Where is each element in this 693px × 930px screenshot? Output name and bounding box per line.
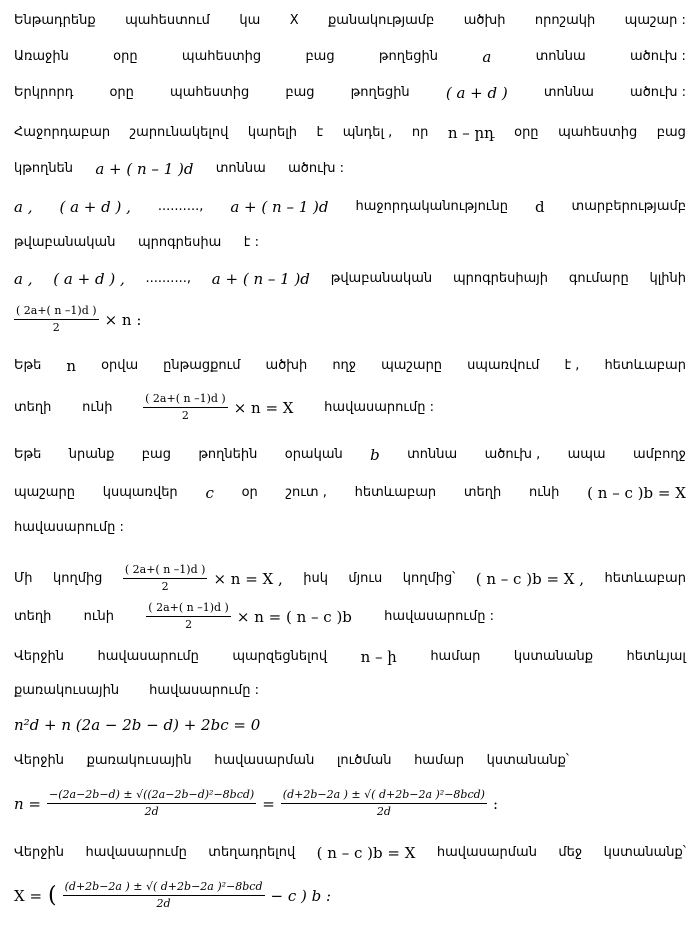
formula-tail: − c ) b : — [270, 886, 332, 905]
word: տեղադրելով — [208, 845, 296, 860]
word: թողեցին — [378, 49, 438, 64]
math-term: a + ( n – 1 )d — [230, 198, 329, 216]
fraction — [47, 788, 256, 819]
word: թվաբանական — [330, 271, 433, 286]
math-term: ( a + d ) , — [59, 198, 131, 216]
fraction-numerator: −(2a−2b−d) ± √((2a−2b−d)²−8bcd) — [47, 788, 256, 804]
word: ածուխ : — [288, 161, 344, 176]
word: մյուս — [348, 570, 383, 586]
formula-lhs: X = — [14, 886, 43, 905]
text-line — [14, 752, 569, 770]
word: Հաջորդաբար — [14, 125, 111, 140]
formula-line — [14, 563, 686, 594]
word: որ — [411, 125, 429, 140]
word: հետևաբար — [604, 570, 686, 586]
text-line: հավասարումը : — [14, 520, 124, 535]
math-term: a — [482, 48, 492, 66]
word: հավասարումը — [97, 649, 199, 664]
word: կթողնեն — [14, 161, 74, 176]
word: ունի — [529, 485, 560, 500]
word: օրական — [284, 447, 343, 462]
word: Վերջին — [14, 649, 65, 664]
fraction — [143, 392, 228, 423]
word: ածխի — [463, 13, 506, 28]
word: տոննա — [543, 85, 594, 100]
text-line — [14, 270, 686, 288]
word: Եթե — [14, 358, 42, 373]
word: իսկ — [303, 570, 328, 586]
formula-lhs: n = — [14, 794, 41, 813]
word: բաց — [141, 447, 171, 462]
word: հավասարումը : — [384, 608, 494, 624]
word: ունի — [82, 399, 113, 415]
text-line — [14, 357, 686, 375]
word: ածուխ : — [630, 85, 686, 100]
word: քառակուսային — [86, 753, 192, 768]
word: շարունակելով — [129, 125, 229, 140]
word: համար — [430, 649, 481, 664]
word: քառակուսային — [14, 683, 120, 698]
word: կսպառվեր — [102, 485, 178, 500]
word: տարբերությամբ — [571, 199, 686, 214]
word: հետևաբար — [354, 485, 437, 500]
fraction — [146, 601, 231, 632]
word: հավասարումը — [85, 845, 187, 860]
formula-equals: = — [262, 794, 275, 813]
math-term: d — [534, 198, 545, 216]
fraction-denominator: 2d — [376, 805, 391, 818]
word: օրը — [514, 125, 539, 140]
fraction — [14, 304, 99, 335]
word: է , — [564, 358, 580, 373]
word: ամբողջ — [633, 447, 686, 462]
word: սպառվում — [467, 358, 540, 373]
word: մեջ — [558, 845, 583, 860]
math-term: a , — [14, 270, 33, 288]
text-line — [14, 648, 686, 666]
fraction-numerator: (d+2b−2a ) ± √( d+2b−2a )²−8bcd — [63, 880, 265, 896]
text-line — [14, 12, 686, 30]
fraction-denominator: 2 — [185, 618, 193, 631]
word: պաշարը — [381, 358, 443, 373]
word: օր — [241, 485, 258, 500]
formula-equation: × n = X , — [213, 569, 283, 588]
word: հետևաբար — [604, 358, 686, 373]
word: կստանանք՝ — [603, 845, 686, 860]
text-line — [14, 124, 686, 142]
word: .........., — [157, 199, 204, 214]
word: ածուխ , — [484, 447, 541, 462]
word: պահեստից — [170, 85, 250, 100]
word: պրոգրեսիա — [137, 235, 222, 250]
fraction — [281, 788, 487, 819]
text-line — [14, 160, 344, 178]
word: տոննա — [407, 447, 458, 462]
word: կստանանք՝ — [486, 753, 569, 768]
word: Առաջին — [14, 49, 69, 64]
word: հավասարման — [436, 845, 537, 860]
math-term: ( a + d ) , — [53, 270, 125, 288]
word: օրը — [113, 49, 138, 64]
math-term: n – րդ — [447, 124, 495, 142]
word: է : — [243, 235, 259, 250]
formula-paren: ( — [48, 882, 57, 908]
word: բաց — [285, 85, 315, 100]
formula-line — [14, 302, 686, 335]
word: թողնեին — [198, 447, 258, 462]
word: պահեստից — [181, 49, 262, 64]
word: որոշակի — [534, 13, 596, 28]
word: հավասարումը : — [324, 399, 434, 415]
math-term: c — [205, 484, 214, 502]
math-term: n – ի — [360, 648, 397, 666]
formula-line — [14, 601, 494, 632]
word: տեղի — [463, 485, 502, 500]
formula-line — [14, 880, 686, 911]
word: հաջորդականությունը — [355, 199, 508, 214]
word: բաց — [656, 125, 686, 140]
formula-inline: ( n – c )b = X , — [475, 569, 584, 588]
text-line — [14, 682, 259, 700]
math-term: ( n – c )b = X — [587, 484, 686, 502]
text-line — [14, 446, 686, 464]
word: տեղի — [14, 399, 52, 415]
word: Երկրորդ — [14, 85, 74, 100]
word: պահեստում — [125, 13, 210, 28]
word: Մի — [14, 570, 33, 586]
formula-tail: × n : — [104, 310, 142, 329]
word: նրանք — [68, 447, 115, 462]
word: տոննա — [535, 49, 586, 64]
word: կողմից՝ — [402, 570, 456, 586]
word: ապա — [567, 447, 606, 462]
word: պաշարը — [14, 485, 75, 500]
formula-line — [14, 392, 434, 423]
word: կստանանք — [513, 649, 594, 664]
word: Վերջին — [14, 845, 65, 860]
fraction-numerator: (d+2b−2a ) ± √( d+2b−2a )²−8bcd) — [281, 788, 487, 804]
word: թողեցին — [350, 85, 410, 100]
formula-equation: × n = ( n – c )b — [236, 607, 352, 626]
word: պարզեցնելով — [232, 649, 328, 664]
word: է — [316, 125, 324, 140]
word: Ենթադրենք — [14, 13, 96, 28]
word: հավասարումը : — [149, 683, 259, 698]
fraction-numerator: ( 2a+( n –1)d ) — [14, 304, 99, 320]
fraction-denominator: 2 — [161, 580, 169, 593]
word: .........., — [145, 271, 191, 286]
math-term: a + ( n – 1 )d — [211, 270, 310, 288]
word: X — [289, 13, 299, 28]
word: Եթե — [14, 447, 42, 462]
word: ունի — [83, 608, 115, 624]
word: կլինի — [649, 271, 686, 286]
text-line — [14, 198, 686, 216]
text-line — [14, 84, 686, 102]
word: համար — [414, 753, 465, 768]
text-line — [14, 48, 686, 66]
text-line — [14, 844, 686, 862]
fraction — [123, 563, 208, 594]
math-term: a + ( n – 1 )d — [95, 160, 194, 178]
word: ընթացքում — [163, 358, 241, 373]
word: պնդել , — [342, 125, 393, 140]
quadratic-equation: n²d + n (2a − 2b − d) + 2bc = 0 — [14, 716, 261, 734]
formula-line — [14, 788, 686, 819]
formula-tail: : — [492, 794, 499, 813]
word: տոննա — [215, 161, 266, 176]
math-term: ( a + d ) — [445, 84, 508, 102]
word: կա — [239, 13, 261, 28]
text-line — [14, 234, 259, 252]
word: օրը — [109, 85, 134, 100]
math-term: a , — [14, 198, 33, 216]
word: ածուխ : — [630, 49, 686, 64]
text-line — [14, 484, 686, 502]
word: պահեստից — [558, 125, 638, 140]
fraction-numerator: ( 2a+( n –1)d ) — [123, 563, 208, 579]
word: կարելի — [247, 125, 298, 140]
word: կողմից — [52, 570, 103, 586]
word: հավասարման — [214, 753, 315, 768]
fraction-denominator: 2 — [52, 321, 60, 334]
math-term: b — [370, 446, 380, 464]
word: պրոգրեսիայի — [452, 271, 549, 286]
formula-equation: × n = X — [233, 398, 294, 417]
math-term: n — [66, 357, 77, 375]
word: տեղի — [14, 608, 52, 624]
word: գումարը — [568, 271, 629, 286]
fraction-numerator: ( 2a+( n –1)d ) — [146, 601, 231, 617]
word: ողջ — [332, 358, 357, 373]
word: պաշար : — [624, 13, 686, 28]
word: օրվա — [101, 358, 139, 373]
word: Վերջին — [14, 753, 65, 768]
word: հետևյալ — [626, 649, 686, 664]
fraction-denominator: 2d — [156, 897, 171, 910]
fraction-denominator: 2 — [181, 409, 189, 422]
fraction-numerator: ( 2a+( n –1)d ) — [143, 392, 228, 408]
word: քանակությամբ — [328, 13, 435, 28]
fraction-denominator: 2d — [144, 805, 159, 818]
fraction — [63, 880, 265, 911]
word: լուծման — [336, 753, 392, 768]
word: բաց — [305, 49, 335, 64]
word: շուտ , — [285, 485, 327, 500]
math-term: ( n – c )b = X — [316, 844, 416, 862]
word: թվաբանական — [14, 235, 116, 250]
word: ածխի — [265, 358, 308, 373]
